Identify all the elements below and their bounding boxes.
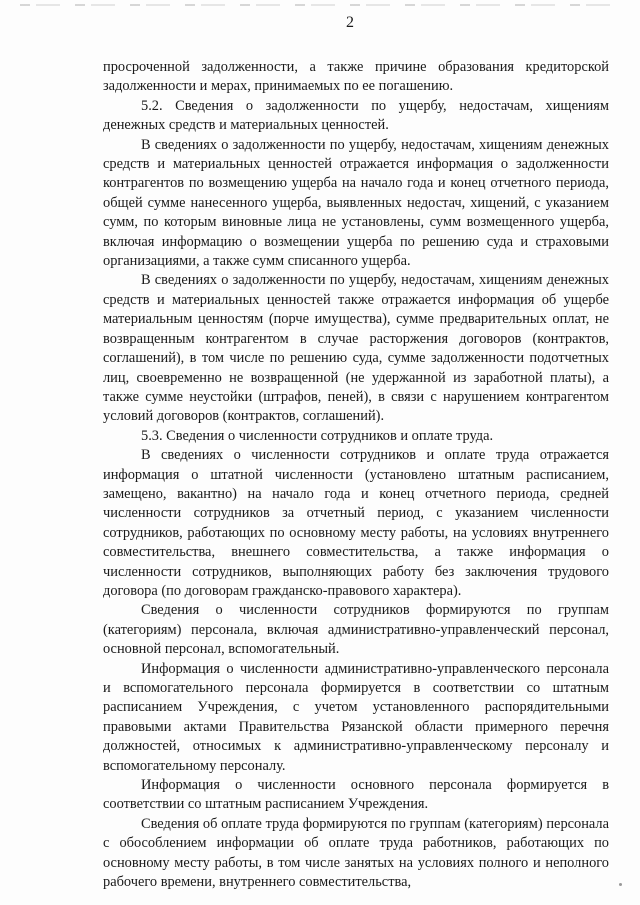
paragraph: В сведениях о задолженности по ущербу, недостачам, хищениям денежных средств и материальных ценностей отражается информация о задолженности контрагентов по возмещению ущерба на начало года и конец отчетного периода, общей сумме нанесенного ущерба, выявленных недостач, хищений, с указанием сумм, по которым виновные лица не установлены, сумм возмещенного ущерба, включая информацию о возмещении ущерба по решению суда и страховыми организациями, а также сумм списанного ущерба. — [103, 136, 609, 270]
section-heading-5-3: 5.3. Сведения о численности сотрудников и оплате труда. — [141, 427, 494, 444]
paragraph: Информация о численности административно-управленческого персонала и вспомогательного персонала формируется в соответствии со штатным расписанием Учреждения, с учетом установленного распорядительными правовыми актами Правительства Рязанской области примерного перечня должностей, относимых к административно-управленческому персоналу и вспомогательному персоналу. — [103, 660, 609, 774]
paragraph: В сведениях о задолженности по ущербу, недостачам, хищениям денежных средств и материальных ценностей также отражается информация об ущербе материальным ценностям (порче имущества), сумме предварительных оплат, не возвращенным контрагентом в случае расторжения договоров (контрактов, соглашений), в том числе по решению суда, сумме задолженности подотчетных лиц, своевременно не возвращенной (не удержанной из заработной платы), а также сумме неустойки (штрафов, пеней), в связи с нарушением контрагентом условий договоров (контрактов, соглашений). — [103, 272, 609, 425]
scan-artifact-dot — [619, 883, 622, 886]
scan-artifact-top — [20, 4, 620, 6]
page-number: 2 — [346, 14, 354, 31]
paragraph: Информация о численности основного персонала формируется в соответствии со штатным расписанием Учреждения. — [103, 777, 609, 813]
paragraph: В сведениях о численности сотрудников и оплате труда отражается информация о штатной численности (установлено штатным расписанием, замещено, вакантно) на начало года и конец отчетного периода, средней численности сотрудников за отчетный период, с указанием численности сотрудников, работающих по основному месту работы, на условиях внутреннего совместительства, внешнего совместительства, а также информация о численности сотрудников, выполняющих работу без заключения трудового договора (по договорам гражданско-правового характера). — [103, 447, 609, 599]
document-body — [103, 58, 609, 892]
paragraph: Сведения о численности сотрудников формируются по группам (категориям) персонала, включая административно-управленческий персонал, основной персонал, вспомогательный. — [103, 602, 609, 658]
paragraph-continuation: просроченной задолженности, а также причине образования кредиторской задолженности и мерах, принимаемых по ее погашению. — [103, 59, 609, 95]
section-heading-5-2: 5.2. Сведения о задолженности по ущербу, недостачам, хищениям денежных средств и материальных ценностей. — [103, 97, 609, 134]
paragraph: Сведения об оплате труда формируются по группам (категориям) персонала с обособлением информации об оплате труда работников, работающих по основному месту работы, в том числе занятых на условиях полного и неполного рабочего времени, внутреннего совместительства, — [103, 815, 609, 891]
